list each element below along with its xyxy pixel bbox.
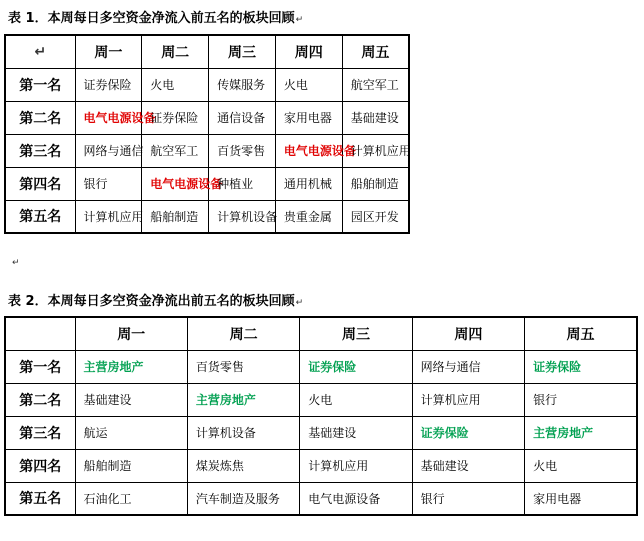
sector-cell: 航空军工 — [142, 134, 209, 167]
sector-cell: 百货零售 — [187, 350, 299, 383]
rank-label: 第三名 — [5, 134, 75, 167]
sector-cell: 通信设备 — [209, 101, 276, 134]
sector-cell: 电气电源设备 — [300, 482, 412, 515]
rank-label: 第五名 — [5, 482, 75, 515]
sector-cell: 火电 — [300, 383, 412, 416]
rank-label: 第一名 — [5, 68, 75, 101]
sector-cell: 火电 — [525, 449, 637, 482]
sector-cell: 网络与通信 — [412, 350, 524, 383]
sector-cell: 航空军工 — [342, 68, 409, 101]
sector-cell: 家用电器 — [525, 482, 637, 515]
table-row — [5, 101, 409, 134]
sector-cell: 传媒服务 — [209, 68, 276, 101]
rank-label: 第二名 — [5, 383, 75, 416]
sector-cell: 船舶制造 — [142, 200, 209, 233]
sector-cell: 证券保险 — [300, 350, 412, 383]
sector-cell: 计算机应用 — [412, 383, 524, 416]
day-header: 周三 — [209, 35, 276, 68]
sector-cell: 贵重金属 — [275, 200, 342, 233]
table-row — [5, 167, 409, 200]
rank-label: 第五名 — [5, 200, 75, 233]
sector-cell: 电气电源设备 — [142, 167, 209, 200]
table-row — [5, 383, 637, 416]
sector-cell: 主营房地产 — [525, 416, 637, 449]
return-mark-icon: ↵ — [295, 298, 304, 308]
day-header: 周一 — [75, 35, 142, 68]
sector-cell: 银行 — [412, 482, 524, 515]
sector-cell: 银行 — [525, 383, 637, 416]
sector-cell: 煤炭炼焦 — [187, 449, 299, 482]
sector-cell: 船舶制造 — [75, 449, 187, 482]
rank-label: 第四名 — [5, 449, 75, 482]
empty-paragraph-mark: ↵ — [12, 258, 20, 268]
sector-cell: 证券保险 — [412, 416, 524, 449]
header-row — [5, 317, 637, 350]
sector-cell: 主营房地产 — [75, 350, 187, 383]
sector-cell: 主营房地产 — [187, 383, 299, 416]
sector-cell: 火电 — [142, 68, 209, 101]
day-header: 周四 — [275, 35, 342, 68]
sector-cell: 电气电源设备 — [75, 101, 142, 134]
corner-cell — [5, 317, 75, 350]
sector-cell: 种植业 — [209, 167, 276, 200]
sector-cell: 证券保险 — [525, 350, 637, 383]
table1-caption-text: 表 1．本周每日多空资金净流入前五名的板块回顾 — [8, 11, 295, 26]
sector-cell: 石油化工 — [75, 482, 187, 515]
rank-label: 第三名 — [5, 416, 75, 449]
sector-cell: 计算机设备 — [209, 200, 276, 233]
sector-cell: 园区开发 — [342, 200, 409, 233]
sector-cell: 计算机设备 — [187, 416, 299, 449]
sector-cell: 计算机应用 — [342, 134, 409, 167]
corner-cell: ↵ — [5, 35, 75, 68]
table-row — [5, 68, 409, 101]
day-header: 周三 — [300, 317, 412, 350]
day-header: 周四 — [412, 317, 524, 350]
table1-inflow-top5 — [4, 34, 410, 234]
sector-cell: 证券保险 — [142, 101, 209, 134]
table-row — [5, 350, 637, 383]
sector-cell: 基础建设 — [300, 416, 412, 449]
sector-cell: 电气电源设备 — [275, 134, 342, 167]
table-row — [5, 416, 637, 449]
sector-cell: 证券保险 — [75, 68, 142, 101]
table2-caption — [8, 290, 303, 309]
day-header: 周五 — [525, 317, 637, 350]
table1-caption — [8, 7, 303, 26]
day-header: 周二 — [142, 35, 209, 68]
sector-cell: 基础建设 — [342, 101, 409, 134]
table-row — [5, 134, 409, 167]
rank-label: 第四名 — [5, 167, 75, 200]
sector-cell: 通用机械 — [275, 167, 342, 200]
sector-cell: 家用电器 — [275, 101, 342, 134]
sector-cell: 基础建设 — [75, 383, 187, 416]
return-mark-icon: ↵ — [295, 15, 304, 25]
table-row — [5, 482, 637, 515]
sector-cell: 网络与通信 — [75, 134, 142, 167]
sector-cell: 火电 — [275, 68, 342, 101]
day-header: 周五 — [342, 35, 409, 68]
sector-cell: 汽车制造及服务 — [187, 482, 299, 515]
sector-cell: 航运 — [75, 416, 187, 449]
day-header: 周一 — [75, 317, 187, 350]
sector-cell: 百货零售 — [209, 134, 276, 167]
table2-outflow-top5 — [4, 316, 638, 516]
table-row — [5, 200, 409, 233]
table-row — [5, 449, 637, 482]
sector-cell: 计算机应用 — [300, 449, 412, 482]
day-header: 周二 — [187, 317, 299, 350]
sector-cell: 计算机应用 — [75, 200, 142, 233]
header-row — [5, 35, 409, 68]
rank-label: 第一名 — [5, 350, 75, 383]
table2-caption-text: 表 2．本周每日多空资金净流出前五名的板块回顾 — [8, 294, 295, 309]
rank-label: 第二名 — [5, 101, 75, 134]
sector-cell: 船舶制造 — [342, 167, 409, 200]
sector-cell: 银行 — [75, 167, 142, 200]
sector-cell: 基础建设 — [412, 449, 524, 482]
